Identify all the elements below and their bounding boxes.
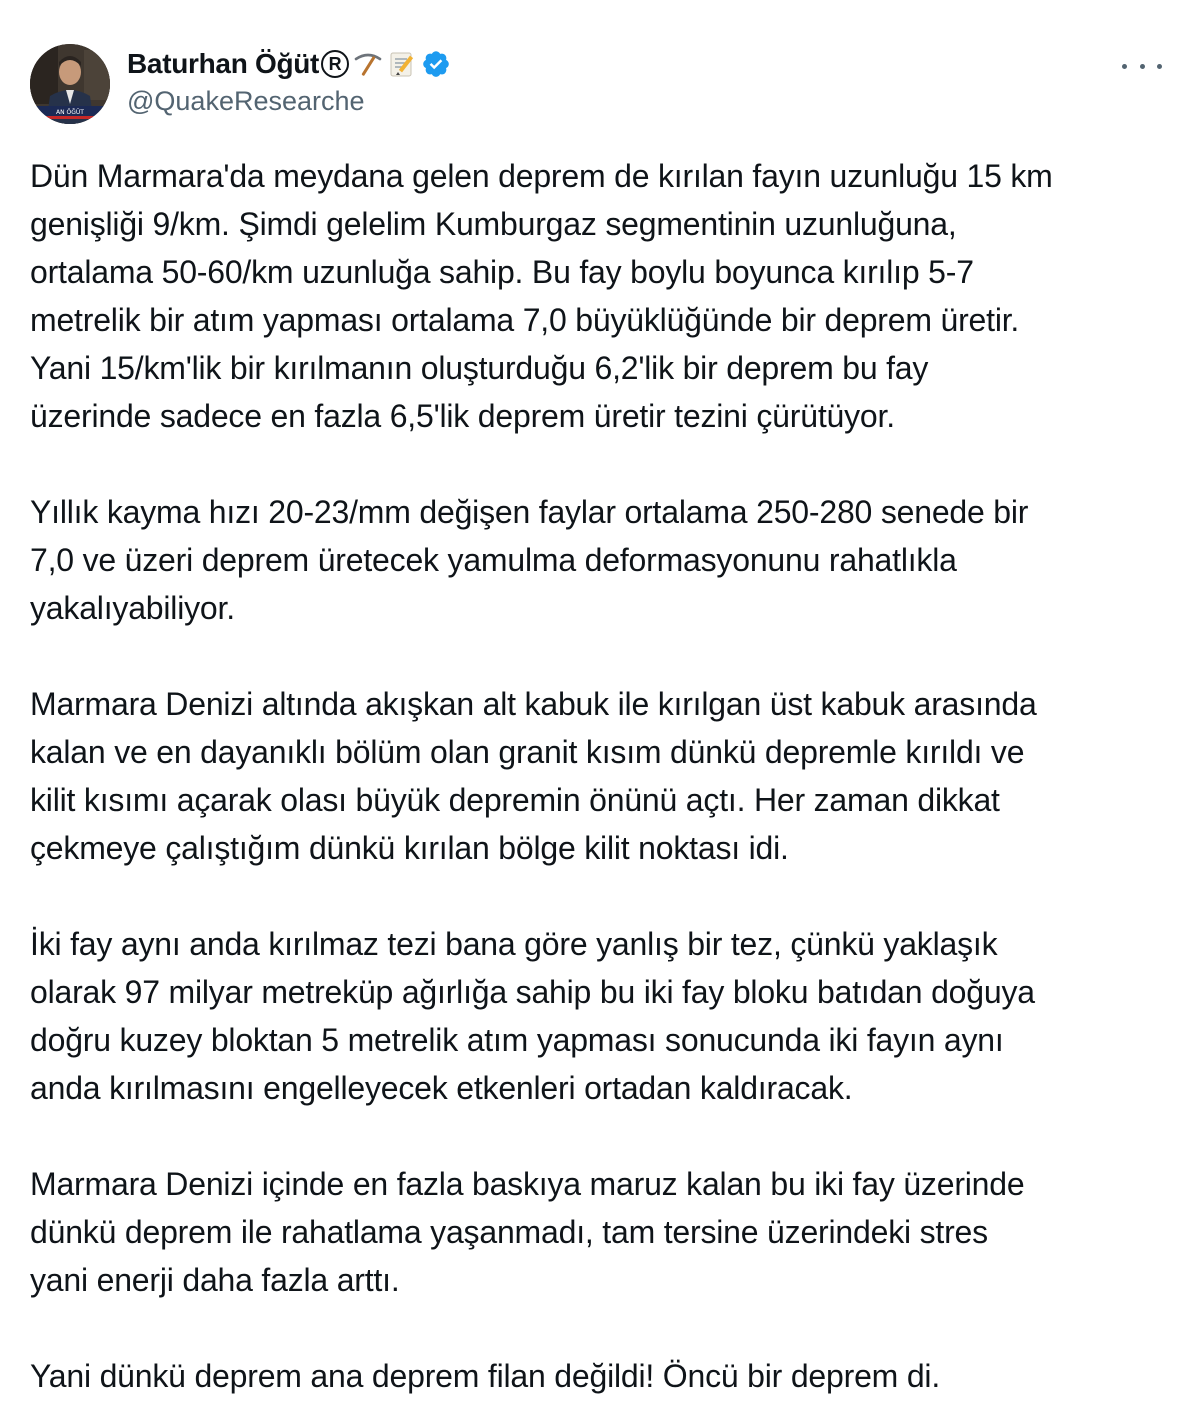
memo-icon [387, 49, 417, 79]
avatar-caption: AN ÖĞÜT [56, 109, 84, 116]
verified-badge-icon[interactable] [421, 49, 451, 79]
avatar[interactable] [30, 44, 110, 124]
display-name[interactable]: Baturhan Öğüt [127, 48, 320, 79]
tweet-paragraph: Yani dünkü deprem ana deprem filan değildi! Öncü bir deprem di. [30, 1358, 941, 1394]
dot-icon [1157, 64, 1162, 69]
registered-icon: R [321, 50, 349, 78]
tweet-paragraph: Marmara Denizi altında akışkan alt kabuk ile kırılgan üst kabuk arasında kalan ve en dayanıklı bölüm olan granit kısım dünkü depremle kırıldı ve kilit kısımı açarak olası büyük depremin önünü açtı. Her zaman dikkat çekmeye çalıştığım dünkü kırılan bölge kilit noktası idi. [30, 686, 1037, 866]
dot-icon [1140, 64, 1145, 69]
display-name-row [127, 44, 451, 84]
tweet-text [30, 152, 1170, 1400]
more-options-icon[interactable] [1122, 56, 1162, 76]
tweet-paragraph: İki fay aynı anda kırılmaz tezi bana göre yanlış bir tez, çünkü yaklaşık olarak 97 milyar metreküp ağırlığa sahip bu iki fay bloku batıdan doğuya doğru kuzey bloktan 5 metrelik atım yapması sonucunda iki fayın aynı anda kırılmasını engelleyecek etkenleri ortadan kaldıracak. [30, 926, 1035, 1106]
tweet-paragraph: Yıllık kayma hızı 20-23/mm değişen faylar ortalama 250-280 senede bir 7,0 ve üzeri deprem üretecek yamulma deformasyonunu rahatlıkla yakalıyabiliyor. [30, 494, 1029, 626]
tweet-header [30, 40, 1162, 130]
pick-icon [353, 49, 383, 79]
author-info [127, 44, 451, 117]
tweet-paragraph: Dün Marmara'da meydana gelen deprem de kırılan fayın uzunluğu 15 km genişliği 9/km. Şimdi gelelim Kumburgaz segmentinin uzunluğuna, ortalama 50-60/km uzunluğa sahip. Bu fay boylu boyunca kırılıp 5-7 metrelik bir atım yapması ortalama 7,0 büyüklüğünde bir deprem üretir. Yani 15/km'lik bir kırılmanın oluşturduğu 6,2'lik bir deprem bu fay üzerinde sadece en fazla 6,5'lik deprem üretir tezini çürütüyor. [30, 158, 1053, 434]
avatar-image [30, 44, 110, 124]
handle[interactable]: @QuakeResearche [127, 86, 365, 116]
dot-icon [1122, 64, 1127, 69]
tweet-paragraph: Marmara Denizi içinde en fazla baskıya maruz kalan bu iki fay üzerinde dünkü deprem ile rahatlama yaşanmadı, tam tersine üzerindeki stres yani enerji daha fazla arttı. [30, 1166, 1025, 1298]
